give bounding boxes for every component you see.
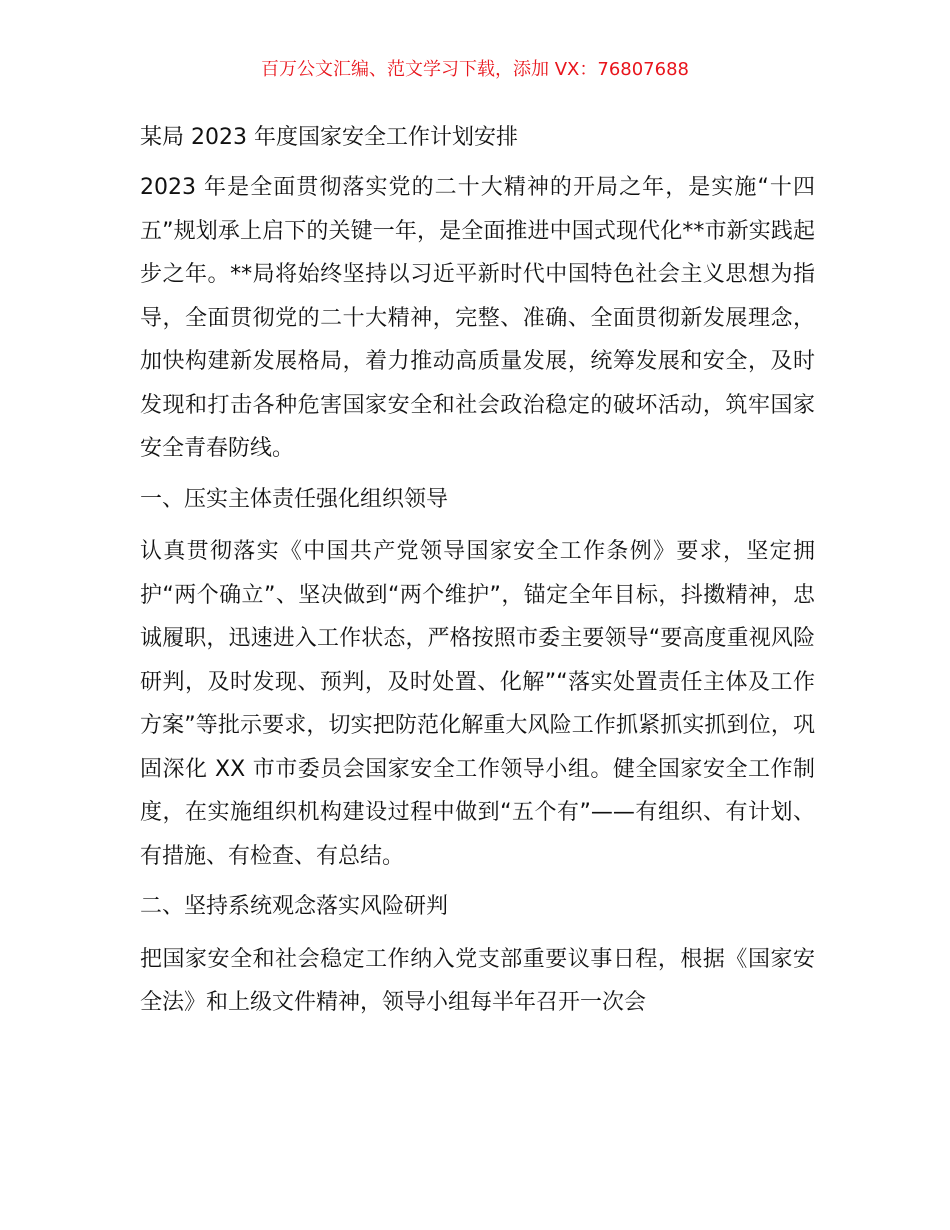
section-1-heading: 一、压实主体责任强化组织领导 — [140, 486, 449, 512]
section-1-paragraph: 认真贯彻落实《中国共产党领导国家安全工作条例》要求，坚定拥护“两个确立”、坚决做到“两个维护”，锚定全年目标，抖擞精神，忠诚履职，迅速进入工作状态，严格按照市委主要领导“要高度重视风险研判，及时发现、预判，及时处置、化解”“落实处置责任主体及工作方案”等批示要求，切实把防范化解重大风险工作抓紧抓实抓到位，巩固深化 XX 市市委员会国家安全工作领导小组。健全国家安全工作制度，在实施组织机构建设过程中做到“五个有”——有组织、有计划、有措施、有检查、有总结。 — [140, 539, 815, 869]
document-title: 某局 2023 年度国家安全工作计划安排 — [140, 125, 518, 150]
section-2-heading: 二、坚持系统观念落实风险研判 — [140, 894, 449, 919]
section-2-paragraph: 把国家安全和社会稳定工作纳入党支部重要议事日程，根据《国家安全法》和上级文件精神，领导小组每半年召开一次会 — [140, 946, 815, 1015]
intro-paragraph: 2023 年是全面贯彻落实党的二十大精神的开局之年，是实施“十四五”规划承上启下的关键一年，是全面推进中国式现代化**市新实践起步之年。**局将始终坚持以习近平新时代中国特色社会主义思想为指导，全面贯彻党的二十大精神，完整、准确、全面贯彻新发展理念，加快构建新发展格局，着力推动高质量发展，统筹发展和安全，及时发现和打击各种危害国家安全和社会政治稳定的破坏活动，筑牢国家安全青春防线。 — [140, 175, 815, 461]
document-body — [140, 116, 815, 1032]
header-banner: 百万公文汇编、范文学习下载，添加 VX：76807688 — [261, 59, 689, 80]
